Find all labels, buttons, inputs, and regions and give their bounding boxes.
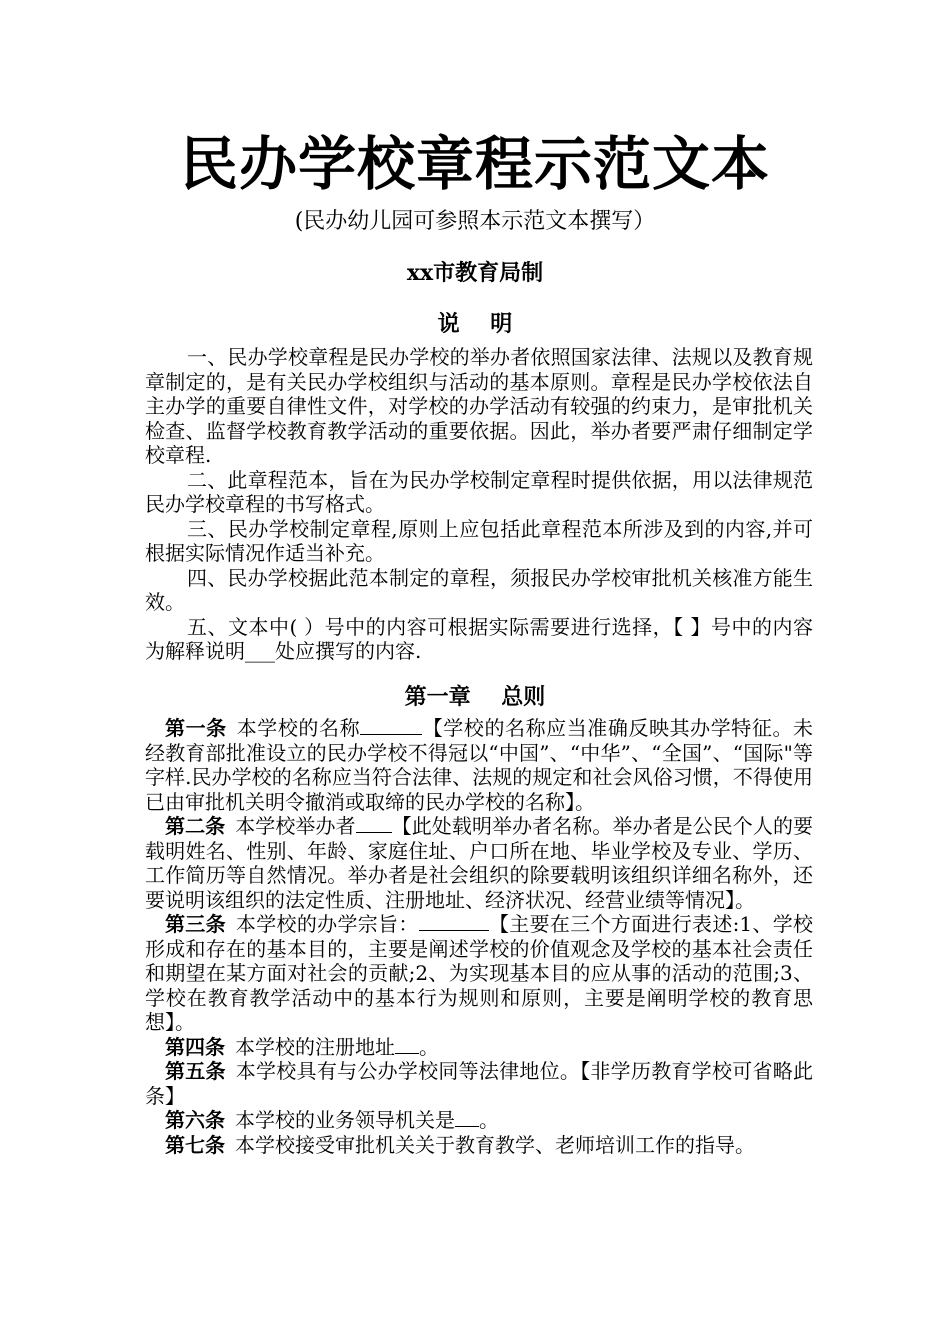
article-note: 。 — [479, 1108, 499, 1132]
fill-in-blank — [356, 814, 392, 833]
explanation-section — [145, 345, 813, 664]
document-issuer: xx市教育局制 — [406, 260, 544, 286]
article-text: 本学校具有与公办学校同等法律地位。【非学历教育学校可省略此条】 — [145, 1059, 814, 1108]
article-text: 本学校举办者 — [235, 814, 356, 838]
article-text: 本学校的名称 — [236, 716, 361, 740]
fill-in-blank — [395, 1035, 419, 1054]
document-title: 民办学校章程示范文本 — [179, 130, 770, 198]
article-note: 。 — [419, 1034, 439, 1059]
article-label: 第二条 — [165, 814, 226, 838]
article-text: 本学校接受审批机关关于教育教学、老师培训工作的指导。 — [235, 1132, 755, 1157]
article-note: 【此处载明举办者名称。举办者是公民个人的要载明姓名、性别、年龄、家庭住址、户口所在地、毕业学校及专业、学历、工作简历等自然情况。举办者是社会组织的除要载明该组织详细名称外，还要说明该组织的法定性质、注册地址、经济状况、经营业绩等情况】。 — [145, 814, 814, 912]
article-label: 第四条 — [165, 1034, 225, 1059]
article-2 — [145, 814, 813, 912]
explanation-paragraph: 四、民办学校据此范本制定的章程，须报民办学校审批机关核准方能生效。 — [145, 565, 813, 614]
article-text: 本学校的办学宗旨： — [235, 912, 419, 936]
article-6 — [145, 1108, 813, 1133]
explanation-paragraph: 一、民办学校章程是民办学校的举办者依照国家法律、法规以及教育规章制定的，是有关民办学校组织与活动的基本原则。章程是民办学校依法自主办学的重要自律性文件，对学校的办学活动有较强的约束力，是审批机关检查、监督学校教育教学活动的重要依据。因此，举办者要严肃仔细制定学校章程. — [145, 345, 813, 467]
explanation-heading: 说 明 — [437, 311, 513, 337]
article-text: 本学校的业务领导机关是 — [235, 1108, 455, 1132]
article-5 — [145, 1059, 813, 1108]
article-label: 第七条 — [165, 1132, 225, 1157]
fill-in-blank — [455, 1108, 479, 1127]
document-subtitle: (民办幼儿园可参照本示范文本撰写） — [294, 209, 656, 234]
article-note: 【主要在三个方面进行表述:1、学校形成和存在的基本目的，主要是阐述学校的价值观念及学校的基本社会责任和期望在某方面对社会的贡献;2、为实现基本目的应从事的活动的范围;3、学校在教育教学活动中的基本行为规则和原则，主要是阐明学校的教育思想】。 — [145, 912, 814, 1034]
article-label: 第六条 — [165, 1108, 225, 1132]
article-text: 本学校的注册地址 — [235, 1034, 395, 1059]
fill-in-blank — [360, 716, 422, 735]
article-note: 【学校的名称应当准确反映其办学特征。未经教育部批准设立的民办学校不得冠以“中国”、“中华”、“全国”、“国际"等字样.民办学校的名称应当符合法律、法规的规定和社会风俗习惯，不得使用已由审批机关明令撤消或取缔的民办学校的名称】。 — [145, 716, 814, 814]
article-3 — [145, 912, 813, 1035]
explanation-paragraph: 五、文本中( ）号中的内容可根据实际需要进行选择，【 】号中的内容为解释说明___处应撰写的内容. — [145, 614, 813, 663]
article-4 — [145, 1035, 813, 1060]
chapter-heading: 第一章 总则 — [404, 684, 546, 710]
article-7 — [145, 1133, 813, 1158]
explanation-paragraph: 二、此章程范本，旨在为民办学校制定章程时提供依据，用以法律规范民办学校章程的书写格式。 — [145, 467, 813, 516]
article-label: 第五条 — [165, 1059, 226, 1083]
article-label: 第三条 — [165, 912, 226, 936]
article-1 — [145, 716, 813, 814]
articles-section — [145, 716, 813, 1157]
fill-in-blank — [419, 912, 489, 931]
explanation-paragraph: 三、民办学校制定章程,原则上应包括此章程范本所涉及到的内容,并可根据实际情况作适当补充。 — [145, 516, 813, 565]
article-label: 第一条 — [165, 716, 227, 740]
